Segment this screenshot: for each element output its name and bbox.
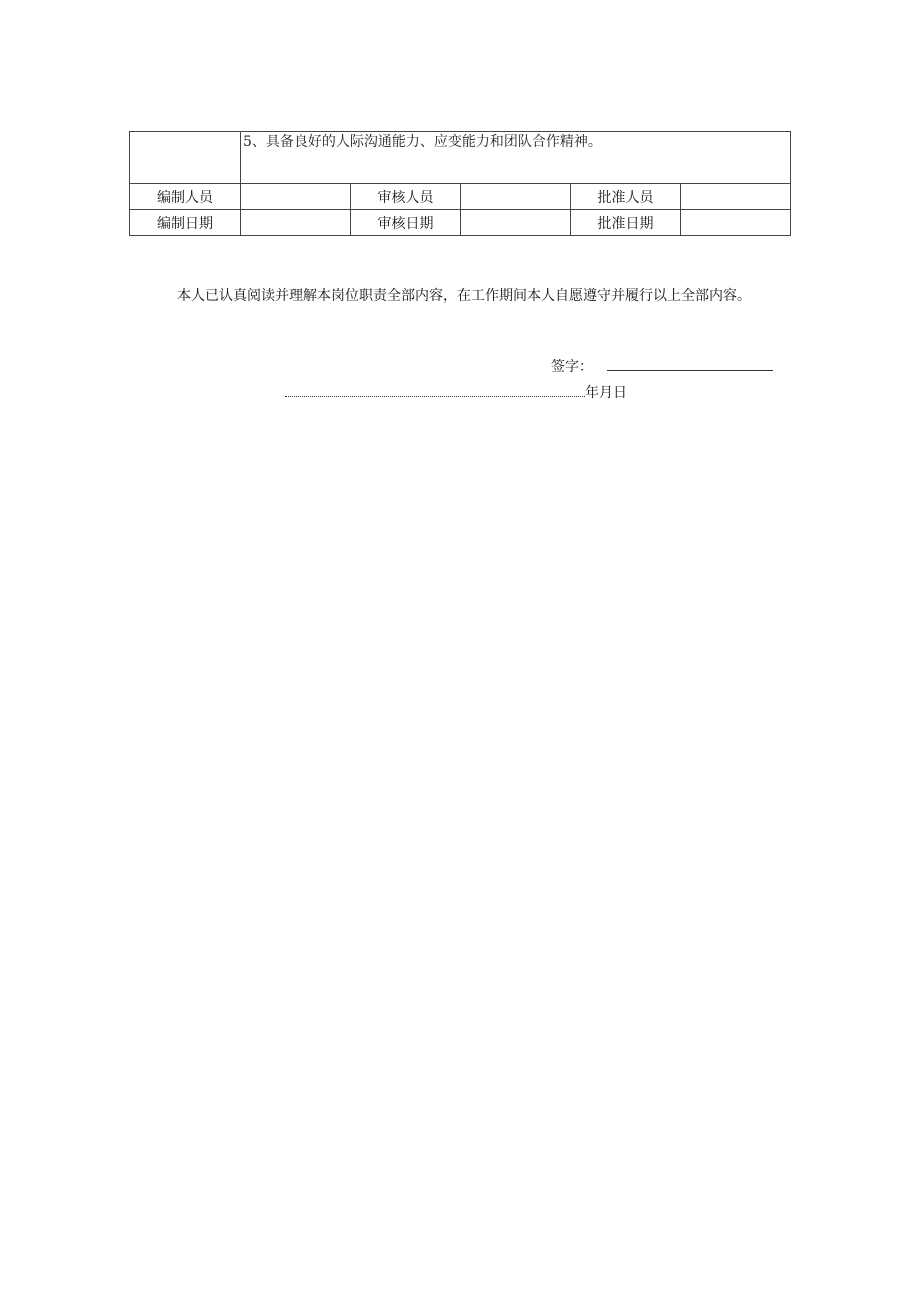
compile-date-label: 编制日期 <box>130 210 241 236</box>
compile-date-row <box>130 210 791 236</box>
responsibility-table <box>129 131 791 236</box>
approve-date-value <box>681 210 791 236</box>
review-date-label: 审核日期 <box>351 210 461 236</box>
approve-date-label: 批准日期 <box>571 210 681 236</box>
requirement-text: 5、具备良好的人际沟通能力、应变能力和团队合作精神。 <box>241 132 791 184</box>
requirement-label-cell <box>130 132 241 184</box>
approve-person-value <box>681 184 791 210</box>
review-person-label: 审核人员 <box>351 184 461 210</box>
acknowledgement-statement: 本人已认真阅读并理解本岗位职责全部内容，在工作期间本人自愿遵守并履行以上全部内容。 <box>177 288 751 304</box>
date-line <box>285 382 627 402</box>
review-person-value <box>461 184 571 210</box>
approve-person-label: 批准人员 <box>571 184 681 210</box>
review-date-value <box>461 210 571 236</box>
compile-date-value <box>241 210 351 236</box>
signature-line <box>551 356 773 376</box>
date-dotted-leader <box>285 384 585 397</box>
date-label: 年月日 <box>585 385 627 401</box>
signature-blank <box>607 356 773 371</box>
compile-person-row <box>130 184 791 210</box>
signature-label: 签字： <box>551 359 593 375</box>
requirement-row <box>130 132 791 184</box>
compile-person-label: 编制人员 <box>130 184 241 210</box>
compile-person-value <box>241 184 351 210</box>
